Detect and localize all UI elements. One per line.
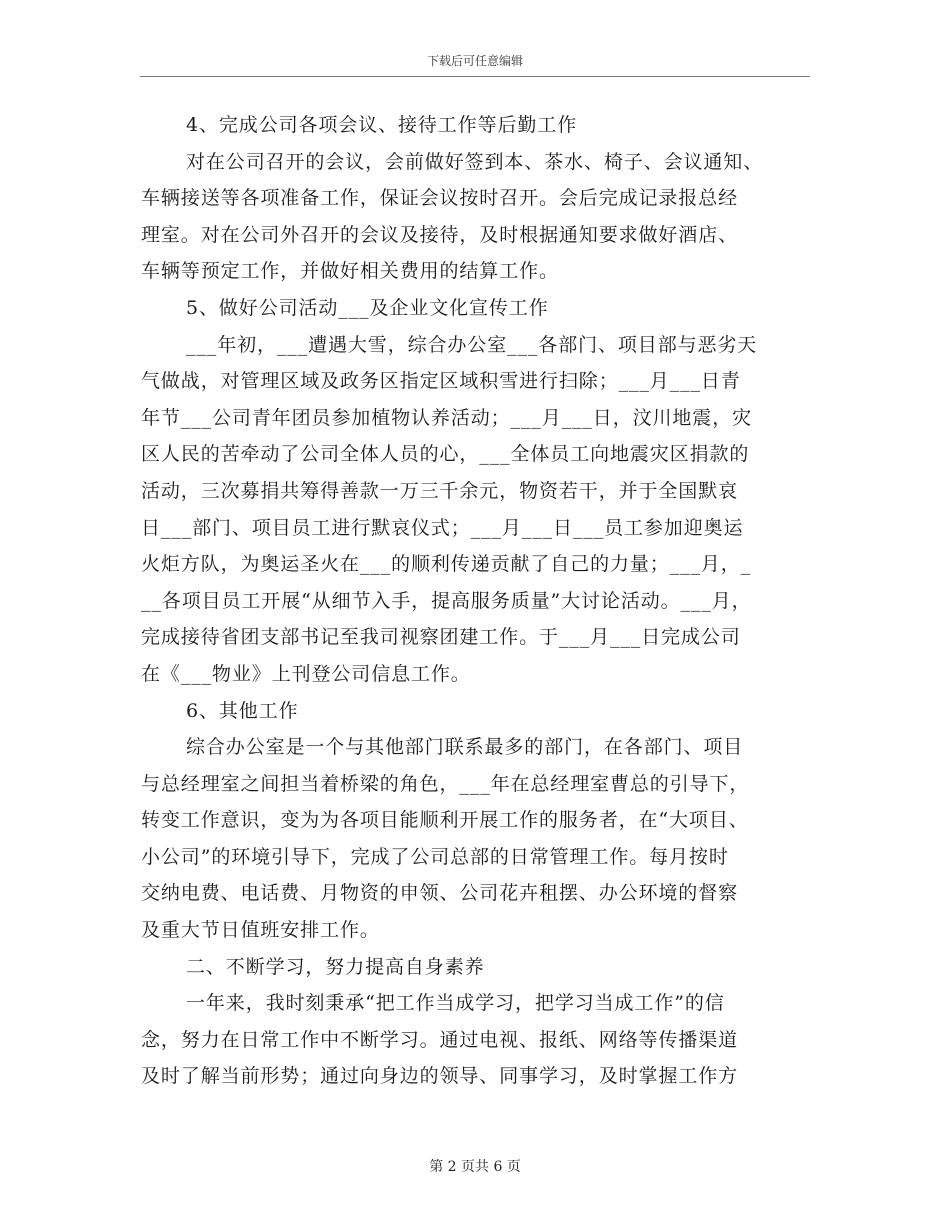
page-header: 下载后可任意编辑 — [426, 54, 523, 68]
document-body — [141, 107, 811, 1095]
page-number: 第 2 页共 6 页 — [429, 1159, 521, 1175]
paragraph-line: 念，努力在日常工作中不断学习。通过电视、报纸、网络等传播渠道 — [141, 1028, 739, 1051]
paragraph-line: 一年来，我时刻秉承“把工作当成学习，把学习当成工作”的信 — [186, 992, 725, 1015]
paragraph-line: ___年初，___遭遇大雪，综合办公室___各部门、项目部与恶劣天 — [186, 333, 758, 356]
header-divider — [140, 76, 810, 77]
section-heading: 二、不断学习，努力提高自身素养 — [186, 955, 485, 978]
paragraph-line: 及重大节日值班安排工作。 — [141, 919, 380, 942]
paragraph-line: 完成接待省团支部书记至我司视察团建工作。于___月___日完成公司 — [141, 626, 741, 649]
section-heading: 4、完成公司各项会议、接待工作等后勤工作 — [186, 114, 578, 136]
paragraph-line: 与总经理室之间担当着桥梁的角色，___年在总经理室曹总的引导下， — [141, 772, 750, 795]
paragraph-line: __各项目员工开展“从细节入手，提高服务质量”大讨论活动。___月， — [141, 589, 752, 612]
paragraph-line: 车辆接送等各项准备工作，保证会议按时召开。会后完成记录报总经 — [141, 187, 739, 210]
paragraph-line: 理室。对在公司外召开的会议及接待，及时根据通知要求做好酒店、 — [141, 223, 739, 246]
paragraph-line: 在《___物业》上刊登公司信息工作。 — [141, 662, 471, 685]
paragraph-line: 气做战，对管理区域及政务区指定区域积雪进行扫除；___月___日青 — [141, 370, 741, 393]
paragraph-line: 对在公司召开的会议，会前做好签到本、茶水、椅子、会议通知、 — [186, 150, 764, 173]
section-heading: 5、做好公司活动___及企业文化宣传工作 — [186, 296, 549, 319]
paragraph-line: 区人民的苦牵动了公司全体人员的心，___全体员工向地震灾区捐款的 — [141, 443, 750, 466]
paragraph-line: 交纳电费、电话费、月物资的申领、公司花卉租摆、办公环境的督察 — [141, 882, 739, 905]
paragraph-line: 火炬方队，为奥运圣火在___的顺利传递贡献了自己的力量；___月，_ — [141, 553, 752, 576]
paragraph-line: 日___部门、项目员工进行默哀仪式；___月___日___员工参加迎奥运 — [141, 516, 744, 539]
paragraph-line: 小公司”的环境引导下，完成了公司总部的日常管理工作。每月按时 — [141, 845, 729, 868]
paragraph-line: 年节___公司青年团员参加植物认养活动；___月___日，汶川地震，灾 — [141, 406, 753, 429]
paragraph-line: 及时了解当前形势；通过向身边的领导、同事学习，及时掌握工作方 — [141, 1065, 739, 1088]
section-heading: 6、其他工作 — [186, 699, 299, 722]
paragraph-line: 转变工作意识，变为为各项目能顺利开展工作的服务者，在“大项目、 — [141, 809, 749, 832]
paragraph-line: 活动，三次募捐共筹得善款一万三千余元，物资若干，并于全国默哀 — [141, 479, 739, 502]
paragraph-line: 车辆等预定工作，并做好相关费用的结算工作。 — [141, 260, 559, 283]
paragraph-line: 综合办公室是一个与其他部门联系最多的部门，在各部门、项目 — [186, 736, 744, 759]
